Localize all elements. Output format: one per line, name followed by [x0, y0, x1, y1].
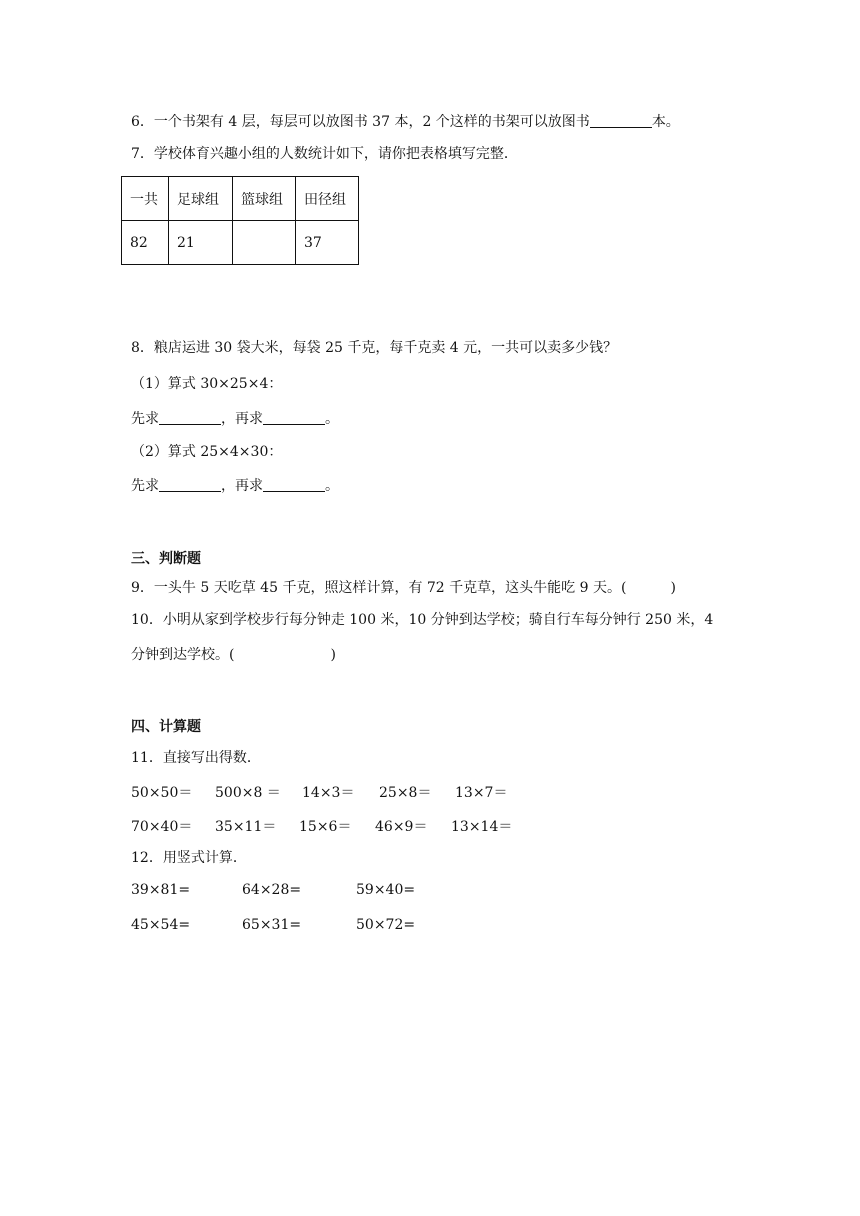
question-text: 直接写出得数．: [162, 750, 261, 766]
question-text: 粮店运进 30 袋大米，每袋 25 千克，每千克卖 4 元，一共可以卖多少钱？: [153, 340, 618, 356]
calc-item: 13×7＝: [455, 785, 508, 801]
calc-item: 50×50＝: [131, 785, 193, 801]
calc-item: 45×54=: [131, 917, 191, 933]
first-label: 先求: [131, 478, 159, 494]
calc-item: 65×31=: [242, 917, 302, 933]
question-number: 11．: [131, 750, 163, 766]
calc-item: 14×3＝: [302, 785, 355, 801]
question-text: 一个书架有 4 层，每层可以放图书 37 本，2 个这样的书架可以放图书: [153, 114, 590, 130]
calc-item: 70×40＝: [131, 819, 193, 835]
table-cell-track: 37: [296, 221, 359, 265]
section-3-title: 三、判断题: [131, 551, 201, 567]
question-number: 9．: [131, 580, 154, 596]
answer-blank[interactable]: [263, 477, 325, 492]
question-8-sub2: [131, 443, 282, 461]
question-10: [131, 611, 713, 629]
table-header-row: [122, 177, 359, 221]
question-text-end: 本。: [651, 114, 680, 130]
answer-blank[interactable]: [159, 477, 221, 492]
then-label: ，再求: [221, 411, 263, 427]
calc-item: 25×8＝: [379, 785, 432, 801]
sub-question-label: （2）算式 25×4×30：: [131, 444, 283, 460]
question-7: [131, 145, 518, 163]
sports-group-table: [121, 176, 359, 265]
question-8-sub1-answer: [131, 410, 339, 428]
table-row: [122, 221, 359, 265]
answer-blank[interactable]: [590, 113, 652, 128]
table-cell-football: 21: [169, 221, 233, 265]
calc-item: 500×8 ＝: [215, 785, 281, 801]
first-label: 先求: [131, 411, 159, 427]
calc-item: 46×9＝: [375, 819, 428, 835]
calc-item: 59×40=: [356, 882, 416, 898]
question-number: 8．: [131, 340, 154, 356]
sub-question-label: （1）算式 30×25×4：: [131, 376, 283, 392]
end-mark: 。: [325, 411, 339, 427]
calc-item: 35×11＝: [215, 819, 277, 835]
table-header-cell: 篮球组: [233, 177, 296, 221]
question-8-sub2-answer: [131, 477, 339, 495]
table-header-cell: 足球组: [169, 177, 233, 221]
question-text: 用竖式计算．: [162, 850, 247, 866]
table-cell-total: 82: [122, 221, 169, 265]
question-text: 分钟到达学校。(: [131, 647, 235, 663]
question-text: 一头牛 5 天吃草 45 千克，照这样计算，有 72 千克草，这头牛能吃 9 天。(: [153, 580, 627, 596]
table-header-cell: 田径组: [296, 177, 359, 221]
question-number: 6．: [131, 114, 154, 130]
question-number: 10．: [131, 612, 163, 628]
question-9: [131, 579, 676, 597]
question-6: [131, 113, 680, 131]
close-paren: ): [330, 647, 336, 663]
answer-blank[interactable]: [159, 410, 221, 425]
question-number: 7．: [131, 146, 154, 162]
question-11: [131, 749, 261, 767]
end-mark: 。: [325, 478, 339, 494]
calc-item: 50×72=: [356, 917, 416, 933]
then-label: ，再求: [221, 478, 263, 494]
question-text: 小明从家到学校步行每分钟走 100 米，10 分钟到达学校；骑自行车每分钟行 250 米，4: [162, 612, 714, 628]
question-8: [131, 339, 617, 357]
calc-item: 39×81=: [131, 882, 191, 898]
calc-item: 15×6＝: [299, 819, 352, 835]
calc-item: 13×14＝: [451, 819, 513, 835]
section-4-title: 四、计算题: [131, 719, 201, 735]
question-text: 学校体育兴趣小组的人数统计如下，请你把表格填写完整．: [153, 146, 518, 162]
question-8-sub1: [131, 375, 282, 393]
question-12: [131, 849, 247, 867]
calc-item: 64×28=: [242, 882, 302, 898]
table-cell-basketball-answer[interactable]: [233, 221, 296, 265]
question-number: 12．: [131, 850, 163, 866]
answer-blank[interactable]: [263, 410, 325, 425]
question-10-cont: [131, 646, 336, 664]
close-paren: ): [670, 580, 676, 596]
table-header-cell: 一共: [122, 177, 169, 221]
